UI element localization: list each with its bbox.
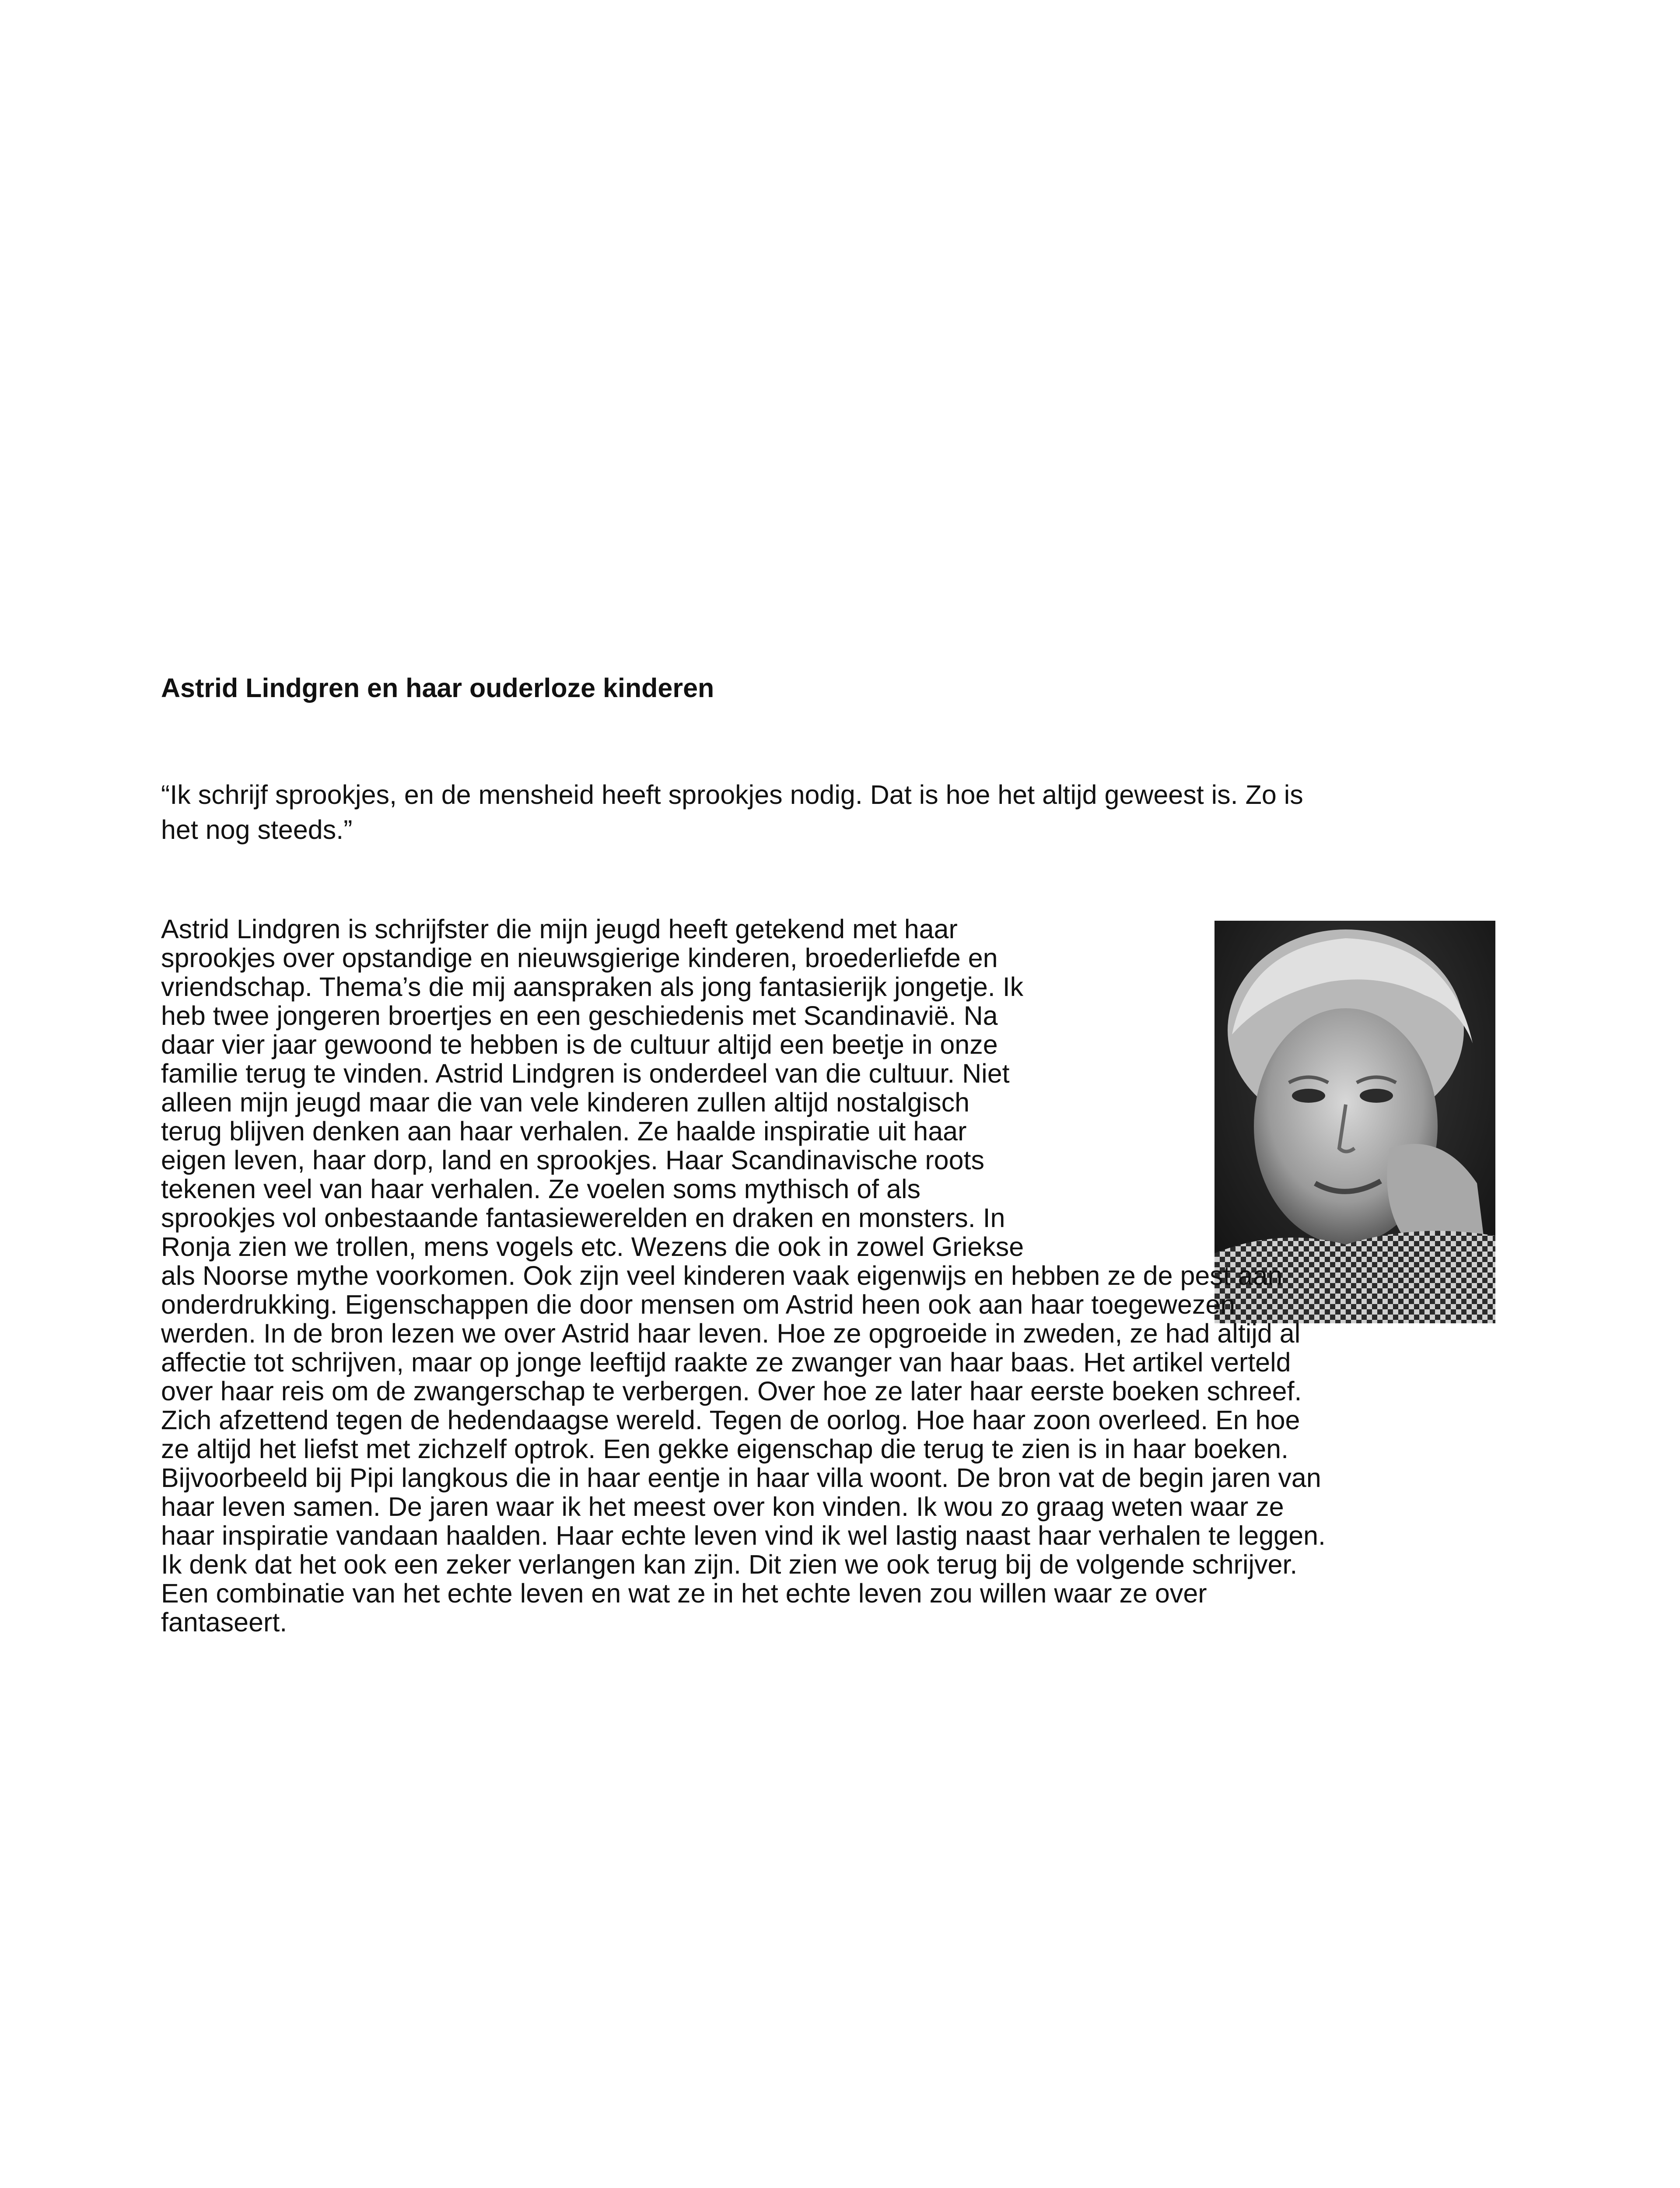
opening-quote (161, 777, 1539, 847)
body-line: vriendschap. Thema’s die mij aanspraken als jong fantasierijk jongetje. Ik (161, 972, 1024, 1002)
body-line: affectie tot schrijven, maar op jonge leeftijd raakte ze zwanger van haar baas. Het artikel verteld (161, 1347, 1291, 1377)
body-line: terug blijven denken aan haar verhalen. Ze haalde inspiratie uit haar (161, 1116, 967, 1146)
body-line: Ronja zien we trollen, mens vogels etc. Wezens die ook in zowel Griekse (161, 1232, 1024, 1262)
body-line: eigen leven, haar dorp, land en sprookjes. Haar Scandinavische roots (161, 1145, 984, 1175)
body-line: tekenen veel van haar verhalen. Ze voelen soms mythisch of als (161, 1174, 921, 1204)
body-line: onderdrukking. Eigenschappen die door mensen om Astrid heen ook aan haar toegewezen (161, 1290, 1236, 1319)
body-line: Bijvoorbeeld bij Pipi langkous die in haar eentje in haar villa woont. De bron vat de begin jaren van (161, 1463, 1321, 1493)
quote-line: “Ik schrijf sprookjes, en de mensheid heeft sprookjes nodig. Dat is hoe het altijd geweest is. Zo is (161, 780, 1303, 810)
body-line: sprookjes over opstandige en nieuwsgierige kinderen, broederliefde en (161, 943, 998, 973)
body-line: ze altijd het liefst met zichzelf optrok. Een gekke eigenschap die terug te zien is in haar boeken. (161, 1434, 1289, 1464)
body-line: heb twee jongeren broertjes en een geschiedenis met Scandinavië. Na (161, 1001, 998, 1031)
body-line: fantaseert. (161, 1607, 287, 1637)
body-line: alleen mijn jeugd maar die van vele kinderen zullen altijd nostalgisch (161, 1087, 970, 1117)
body-line: sprookjes vol onbestaande fantasiewerelden en draken en monsters. In (161, 1203, 1005, 1233)
body-line: haar inspiratie vandaan haalden. Haar echte leven vind ik wel lastig naast haar verhalen te leggen. (161, 1521, 1326, 1550)
body-line: als Noorse mythe voorkomen. Ook zijn veel kinderen vaak eigenwijs en hebben ze de pest aan (161, 1261, 1283, 1290)
body-line: haar leven samen. De jaren waar ik het meest over kon vinden. Ik wou zo graag weten waar ze (161, 1492, 1284, 1522)
body-line: over haar reis om de zwangerschap te verbergen. Over hoe ze later haar eerste boeken schreef. (161, 1376, 1302, 1406)
document-title: Astrid Lindgren en haar ouderloze kinderen (161, 673, 714, 703)
body-paragraph (161, 915, 1561, 1637)
body-line: familie terug te vinden. Astrid Lindgren is onderdeel van die cultuur. Niet (161, 1059, 1010, 1088)
quote-line: het nog steeds.” (161, 815, 353, 845)
body-line: Zich afzettend tegen de hedendaagse wereld. Tegen de oorlog. Hoe haar zoon overleed. En hoe (161, 1405, 1300, 1435)
body-line: daar vier jaar gewoond te hebben is de cultuur altijd een beetje in onze (161, 1030, 998, 1059)
body-line: werden. In de bron lezen we over Astrid haar leven. Hoe ze opgroeide in zweden, ze had altijd al (161, 1318, 1301, 1348)
body-line: Ik denk dat het ook een zeker verlangen kan zijn. Dit zien we ook terug bij de volgende schrijver. (161, 1550, 1298, 1579)
body-line: Een combinatie van het echte leven en wat ze in het echte leven zou willen waar ze over (161, 1578, 1207, 1608)
body-line: Astrid Lindgren is schrijfster die mijn jeugd heeft getekend met haar (161, 914, 958, 944)
